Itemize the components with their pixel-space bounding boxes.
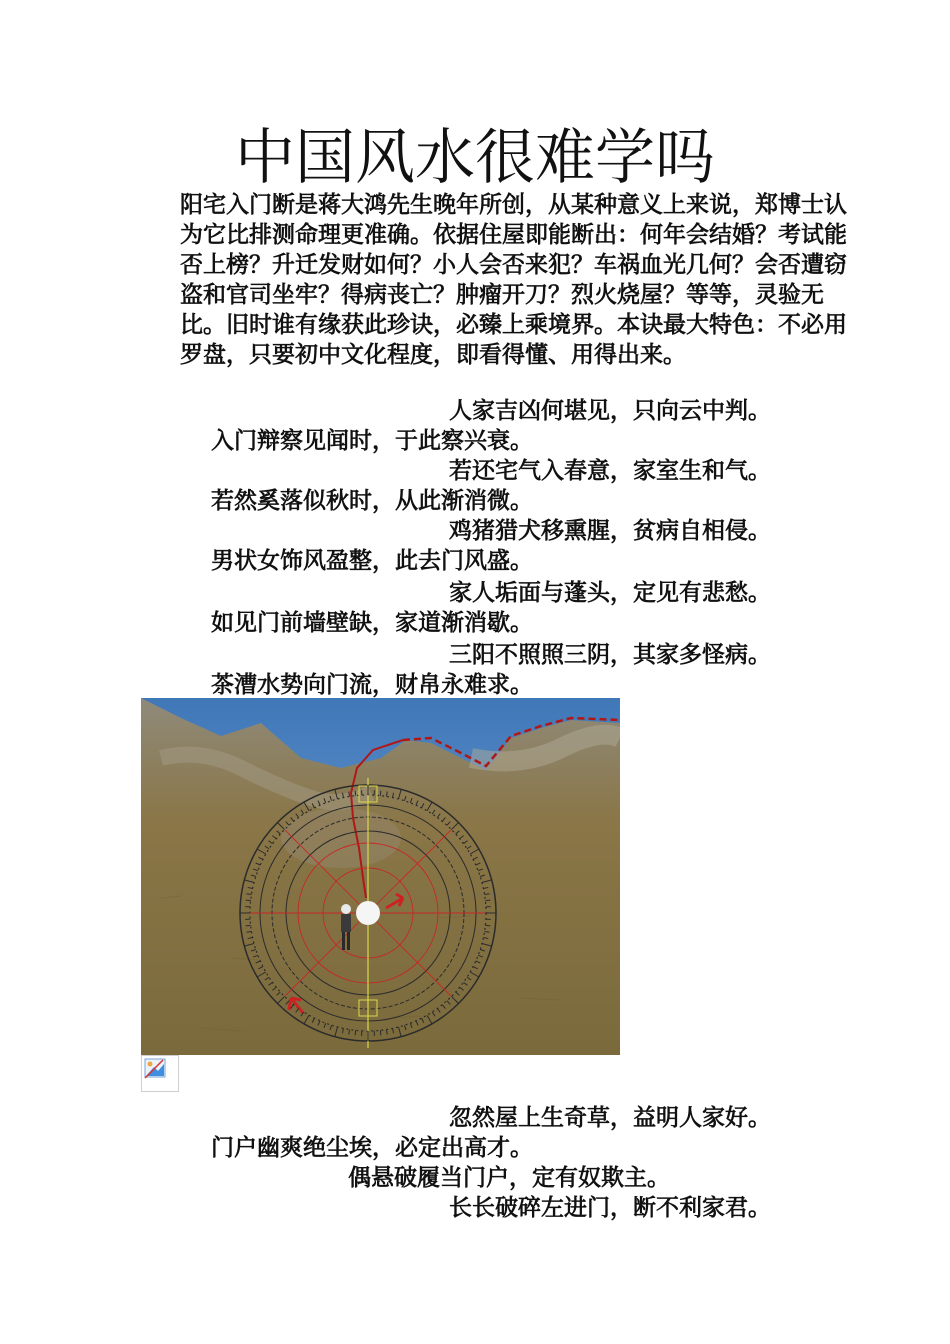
verse-line: 长长破碎左进门，断不利家君。 <box>449 1194 771 1221</box>
verse-line: 若然奚落似秋时，从此渐消微。 <box>211 487 533 514</box>
verse-line: 如见门前墙壁缺，家道渐消歇。 <box>211 609 533 636</box>
broken-image-icon <box>141 1055 179 1092</box>
intro-paragraph: 阳宅入门断是蒋大鸿先生晚年所创，从某种意义上来说，郑博士认为它比排测命理更准确。依据住屋即能断出：何年会结婚？考试能否上榜？升迁发财如何？小人会否来犯？车祸血光几何？会否遭窃盗和官司坐牢？得病丧亡？肿瘤开刀？烈火烧屋？等等，灵验无比。旧时谁有缘获此珍诀，必臻上乘境界。本诀最大特色：不必用罗盘，只要初中文化程度，即看得懂、用得出来。 <box>180 191 847 368</box>
verse-line: 偶悬破履当门户，定有奴欺主。 <box>348 1164 670 1191</box>
verse-line: 茶漕水势向门流，财帛永难求。 <box>211 671 533 698</box>
verse-line: 男状女饰风盈整，此去门风盛。 <box>211 547 533 574</box>
verse-line: 门户幽爽绝尘埃，必定出高才。 <box>211 1134 533 1161</box>
verse-line: 若还宅气入春意，家室生和气。 <box>449 457 771 484</box>
verse-line: 入门辩察见闻时，于此察兴衰。 <box>211 427 533 454</box>
page-title: 中国风水很难学吗 <box>235 123 715 193</box>
verse-line: 家人垢面与蓬头，定见有悲愁。 <box>449 579 771 606</box>
verse-line: 鸡猪猎犬移熏腥，贫病自相侵。 <box>449 517 771 544</box>
verse-line: 忽然屋上生奇草，益明人家好。 <box>449 1104 771 1131</box>
verse-line: 人家吉凶何堪见，只向云中判。 <box>449 397 771 424</box>
fengshui-compass-photo <box>141 698 620 1055</box>
verse-line: 三阳不照照三阴，其家多怪病。 <box>449 641 771 668</box>
